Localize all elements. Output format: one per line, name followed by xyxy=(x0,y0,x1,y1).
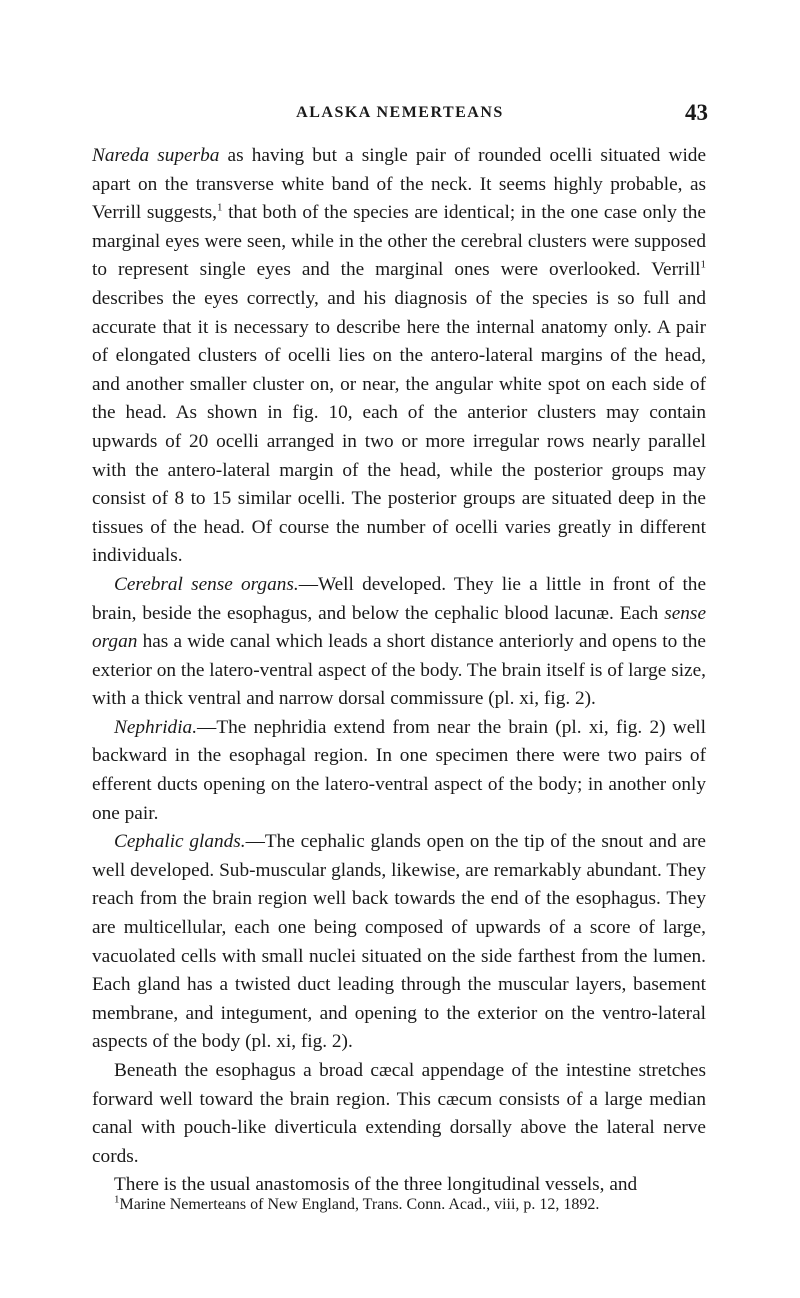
section-heading: Nephridia. xyxy=(114,716,198,738)
paragraph-text: describes the eyes correctly, and his diagnosis of the species is so full and accurate that it is necessary to describe here the internal anatomy only. A pair of elongated clusters of ocelli lies on the antero-lateral margins of the head, and another smaller cluster on, or near, the angular white spot on each side of the head. As shown in fig. 10, each of the anterior clusters may contain upwards of 20 ocelli arranged in two or more irregular rows nearly parallel with the antero-lateral margin of the head, while the posterior groups may consist of 8 to 15 similar ocelli. The posterior groups are situated deep in the tissues of the head. Of course the number of ocelli varies greatly in different individuals. xyxy=(92,287,706,567)
footnote-text: Marine Nemerteans of New England, Trans. Conn. Acad., viii, p. 12, 1892. xyxy=(119,1196,600,1213)
paragraph-cephalic-glands xyxy=(92,828,706,1057)
paragraph-text: —The cephalic glands open on the tip of the snout and are well developed. Sub-muscular glands, likewise, are remarkably abundant. They reach from the brain region well back towards the end of the esophagus. They are multicellular, each one being composed of upwards of a score of large, vacuolated cells with small nuclei situated on the side farthest from the lumen. Each gland has a twisted duct leading through the muscular layers, basement membrane, and integument, and opening to the exterior on the ventro-lateral aspects of the body (pl. xi, fig. 2). xyxy=(92,831,706,1053)
species-name: Nareda superba xyxy=(92,145,220,166)
page-header xyxy=(0,100,800,130)
emphasis: sense organ xyxy=(92,602,706,653)
section-heading: Cerebral sense organs. xyxy=(114,573,299,595)
footnote-ref: 1 xyxy=(217,201,223,214)
paragraph-text: —Well developed. They lie a little in front of the brain, beside the esophagus, and below the cephalic blood lacunæ. Each xyxy=(92,573,706,624)
paragraph-nephridia xyxy=(92,714,706,828)
paragraph-text: There is the usual anastomosis of the three longitudinal vessels, and xyxy=(114,1174,638,1196)
paragraph-cerebral-sense-organs xyxy=(92,571,706,714)
paragraph-caecum xyxy=(92,1057,706,1171)
footnote-marker: 1 xyxy=(114,1193,120,1206)
section-heading: Cephalic glands. xyxy=(114,831,246,853)
page-number: 43 xyxy=(685,100,708,125)
footnote-ref: 1 xyxy=(700,258,706,271)
running-head: ALASKA NEMERTEANS xyxy=(296,104,504,121)
paragraph-text: has a wide canal which leads a short distance anteriorly and opens to the exterior on the latero-ventral aspect of the body. The brain itself is of large size, with a thick ventral and narrow dorsal commissure (pl. xi, fig. 2). xyxy=(92,631,706,710)
paragraph-ocelli xyxy=(92,142,706,571)
footnote xyxy=(92,1194,706,1216)
paragraph-text: Beneath the esophagus a broad cæcal appendage of the intestine stretches forward well toward the brain region. This cæcum consists of a large median canal with pouch-like diverticula extending dorsally above the lateral nerve cords. xyxy=(92,1060,706,1167)
paragraph-text: that both of the species are identical; in the one case only the marginal eyes were seen, while in the other the cerebral clusters were supposed to represent single eyes and the marginal ones were overlooked. Verrill xyxy=(92,202,706,281)
paragraph-text: —The nephridia extend from near the brain (pl. xi, fig. 2) well backward in the esophagal region. In one specimen there were two pairs of efferent ducts opening on the latero-ventral aspect of the body; in another only one pair. xyxy=(92,716,706,824)
body-text xyxy=(92,142,706,1200)
paragraph-text: as having but a single pair of rounded ocelli situated wide apart on the transverse white band of the neck. It seems highly probable, as Verrill suggests, xyxy=(92,145,706,224)
